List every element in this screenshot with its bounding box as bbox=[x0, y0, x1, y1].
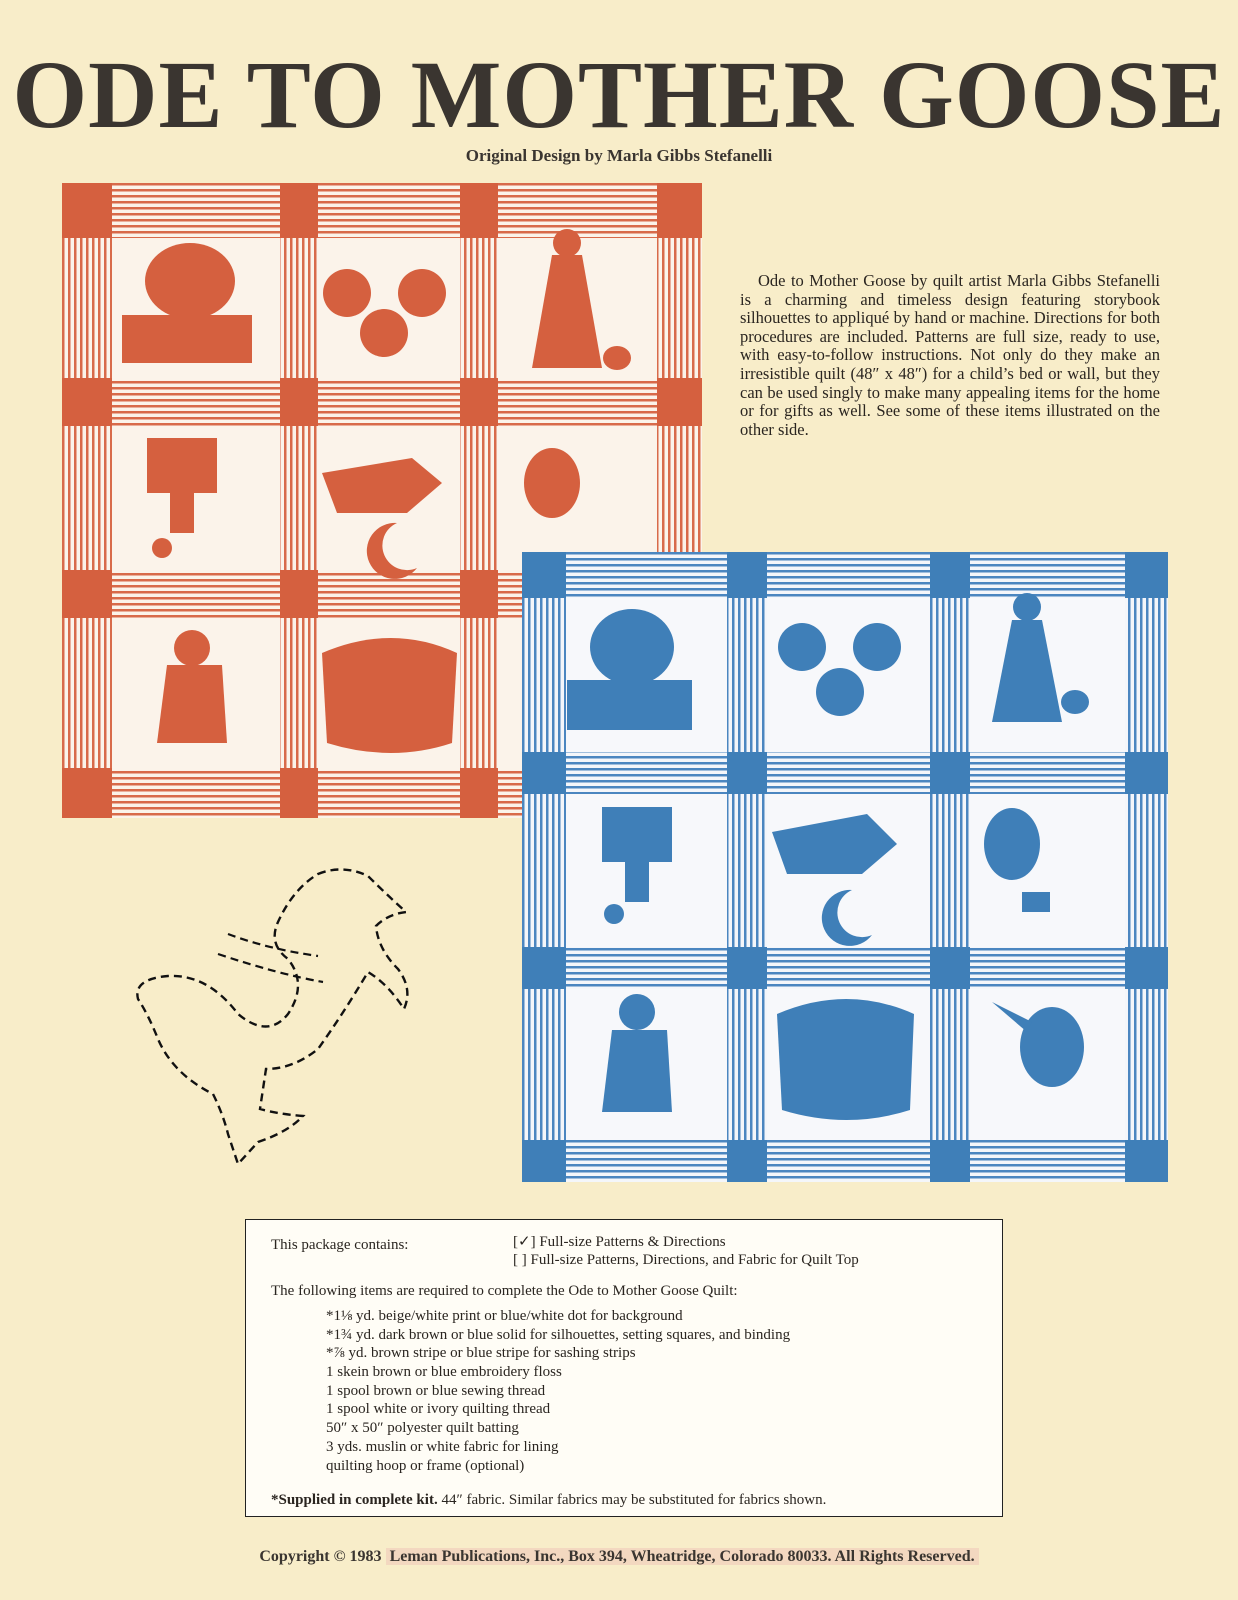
design-credit: Original Design by Marla Gibbs Stefanelli bbox=[465, 146, 773, 165]
list-item: 1 spool white or ivory quilting thread bbox=[326, 1401, 551, 1418]
kit-note-rest: 44″ fabric. Similar fabrics may be substituted for fabrics shown. bbox=[437, 1492, 827, 1508]
list-item: *⅞ yd. brown stripe or blue stripe for sashing strips bbox=[326, 1345, 636, 1362]
kit-note-bold: *Supplied in complete kit. bbox=[271, 1492, 438, 1508]
list-item: *1¾ yd. dark brown or blue solid for silhouettes, setting squares, and binding bbox=[326, 1326, 791, 1343]
checkbox-patterns-fabric[interactable]: [ ] bbox=[513, 1252, 527, 1268]
list-item: 50″ x 50″ polyester quilt batting bbox=[326, 1420, 519, 1437]
required-items-list bbox=[326, 1307, 790, 1475]
option-patterns[interactable] bbox=[513, 1233, 726, 1251]
copyright-line bbox=[0, 1548, 1238, 1566]
kit-note bbox=[271, 1491, 826, 1509]
list-item: 3 yds. muslin or white fabric for lining bbox=[326, 1438, 559, 1455]
package-contents-box bbox=[245, 1219, 1003, 1517]
list-item: *1⅛ yd. beige/white print or blue/white dot for background bbox=[326, 1308, 683, 1324]
publisher-text: Leman Publications, Inc., Box 394, Wheatridge, Colorado 80033. All Rights Reserved. bbox=[386, 1548, 979, 1565]
package-label: This package contains: bbox=[271, 1237, 409, 1253]
blue-quilt-image bbox=[522, 552, 1168, 1182]
goose-pattern-outline bbox=[128, 864, 438, 1184]
option-patterns-fabric[interactable] bbox=[513, 1251, 859, 1269]
list-item: quilting hoop or frame (optional) bbox=[326, 1457, 525, 1474]
checkbox-patterns[interactable]: [✓] bbox=[513, 1234, 536, 1250]
product-description: Ode to Mother Goose by quilt artist Marla Gibbs Stefanelli is a charming and timeless design featuring storybook silhouettes to appliqué by hand or machine. Directions for both procedures are included. Patterns are full size, ready to use, with easy-to-follow instructions. Not only do they make an irresistible quilt (48″ x 48″) for a child’s bed or wall, but they can be used singly to make many appealing items for the home or for gifts as well. See some of these items illustrated on the other side. bbox=[740, 271, 1160, 439]
page-title: ODE TO MOTHER GOOSE bbox=[12, 41, 1226, 148]
required-heading: The following items are required to complete the Ode to Mother Goose Quilt: bbox=[271, 1283, 738, 1299]
option-patterns-fabric-label: Full-size Patterns, Directions, and Fabric for Quilt Top bbox=[530, 1252, 859, 1268]
option-patterns-label: Full-size Patterns & Directions bbox=[539, 1234, 726, 1250]
list-item: 1 spool brown or blue sewing thread bbox=[326, 1382, 546, 1399]
list-item: 1 skein brown or blue embroidery floss bbox=[326, 1364, 562, 1381]
copyright-text: Copyright © 1983 bbox=[259, 1548, 382, 1565]
